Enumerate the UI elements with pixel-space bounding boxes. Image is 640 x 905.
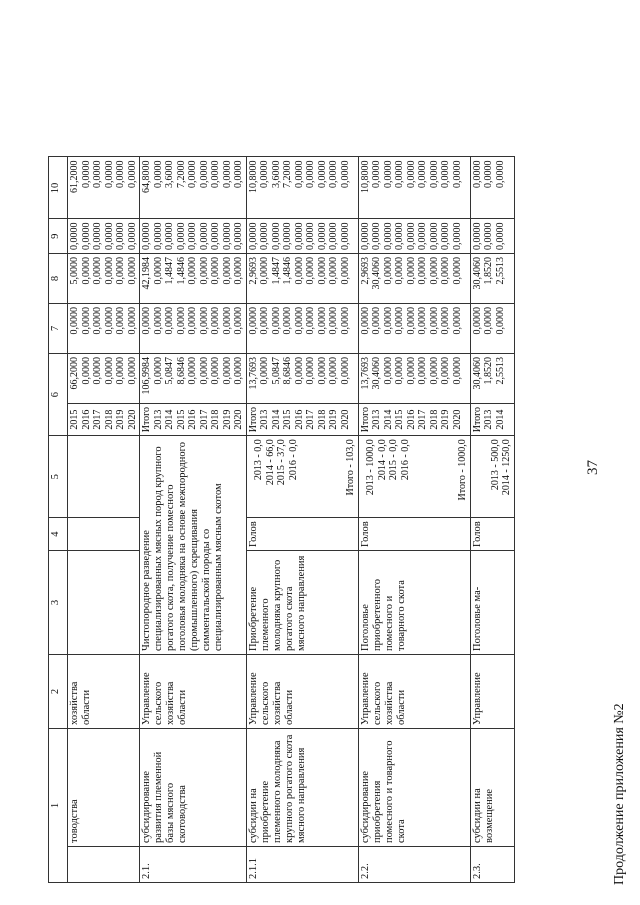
row-indicator xyxy=(68,551,140,655)
row-other-funding: 0,0000 0,0000 0,0000 xyxy=(470,157,514,219)
row-federal-funding: 0,0000 0,0000 0,0000 0,0000 0,0000 0,0000 0,0000 0,0000 0,0000 xyxy=(358,303,470,353)
row-other-funding: 10,8000 0,0000 0,0000 0,0000 0,0000 0,0000 0,0000 0,0000 0,0000 xyxy=(358,157,470,219)
row-other-funding: 10,8000 0,0000 3,6000 7,2000 0,0000 0,0000 0,0000 0,0000 0,0000 xyxy=(246,157,358,219)
table-row xyxy=(358,157,470,883)
row-years: Итого 2013 2014 2015 2016 2017 2018 2019 2020 xyxy=(140,403,247,435)
row-id: 2.3. xyxy=(470,847,514,883)
program-table xyxy=(48,156,515,883)
row-id xyxy=(68,847,140,883)
row-indicator: Поголовье ма- xyxy=(470,551,514,655)
row-federal-funding: 0,0000 0,0000 0,0000 0,0000 0,0000 0,0000 xyxy=(68,303,140,353)
row-regional-funding: 42,1984 0,0000 1,4847 1,4846 0,0000 0,0000 0,0000 0,0000 0,0000 xyxy=(140,253,247,303)
row-local-funding: 0,0000 0,0000 0,0000 0,0000 0,0000 0,0000 0,0000 0,0000 0,0000 xyxy=(246,219,358,254)
row-name: товодства xyxy=(68,729,140,847)
row-total-funding: 13,7693 0,0000 5,0847 8,6846 0,0000 0,0000 0,0000 0,0000 0,0000 xyxy=(246,353,358,403)
header-row xyxy=(49,157,68,883)
table-row xyxy=(140,157,247,883)
row-local-funding: 0,0000 0,0000 0,0000 0,0000 0,0000 0,0000 0,0000 0,0000 0,0000 xyxy=(140,219,247,254)
row-executor: Управление xyxy=(470,655,514,729)
header-cell: 9 xyxy=(49,219,68,254)
row-name: субсидии на приобретение племенного молодняка крупного рогатого скота мясного направления xyxy=(246,729,358,847)
row-total-funding: 30,4060 1,8520 2,5513 xyxy=(470,353,514,403)
row-target-values xyxy=(68,436,140,518)
row-years: Итого 2013 2014 xyxy=(470,403,514,435)
row-target-values: 2013 - 500,0 2014 - 1250,0 xyxy=(470,436,514,518)
header-cell: 3 xyxy=(49,551,68,655)
row-years: 2015 2016 2017 2018 2019 2020 xyxy=(68,403,140,435)
row-target-values: 2013 - 1000,0 2014 - 0,0 2015 - 0,0 2016 - 0,0 Итого - 1000,0 xyxy=(358,436,470,518)
row-local-funding: 0,0000 0,0000 0,0000 xyxy=(470,219,514,254)
row-name: субсидирование приобретения помесного и товарного скота xyxy=(358,729,470,847)
row-indicator: Чистопородное разведение специализированных мясных пород крупного рогатого скота, получение помесного поголовья молодняка на основе межпородного (промышленного) скрещивания симментальской породы со специализированным мясным скотом xyxy=(140,436,247,655)
row-name: субсидии на возмещение xyxy=(470,729,514,847)
header-cell: 4 xyxy=(49,518,68,551)
header-cell: 2 xyxy=(49,655,68,729)
row-years: Итого 2013 2014 2015 2016 2017 2018 2019 2020 xyxy=(246,403,358,435)
header-cell: 1 xyxy=(49,729,68,883)
row-federal-funding: 0,0000 0,0000 0,0000 0,0000 0,0000 0,0000 0,0000 0,0000 0,0000 xyxy=(246,303,358,353)
row-name: субсидирование развития племенной базы мясного скотоводства xyxy=(140,729,247,847)
row-regional-funding: 30,4060 1,8520 2,5513 xyxy=(470,253,514,303)
page-number: 37 xyxy=(585,460,601,475)
row-target-values: 2013 - 0,0 2014 - 66,0 2015 - 37,0 2016 - 0,0 Итого - 103,0 xyxy=(246,436,358,518)
header-cell: 6 xyxy=(49,353,68,435)
header-cell: 10 xyxy=(49,157,68,219)
continuation-note: Продолжение приложения №2 xyxy=(612,703,627,885)
row-executor: Управление сельского хозяйства области xyxy=(140,655,247,729)
row-executor: Управление сельского хозяйства области xyxy=(358,655,470,729)
row-local-funding: 0,0000 0,0000 0,0000 0,0000 0,0000 0,0000 0,0000 0,0000 0,0000 xyxy=(358,219,470,254)
row-total-funding: 66,2000 0,0000 0,0000 0,0000 0,0000 0,0000 xyxy=(68,353,140,403)
row-indicator: Приобретение племенного молодняка крупного рогатого скота мясного направления xyxy=(246,551,358,655)
row-local-funding: 0,0000 0,0000 0,0000 0,0000 0,0000 0,0000 xyxy=(68,219,140,254)
header-cell: 7 xyxy=(49,303,68,353)
row-other-funding: 64,8000 0,0000 3,6000 7,2000 0,0000 0,0000 0,0000 0,0000 0,0000 xyxy=(140,157,247,219)
row-regional-funding: 2,9693 30,4060 0,0000 0,0000 0,0000 0,0000 0,0000 0,0000 0,0000 xyxy=(358,253,470,303)
row-total-funding: 13,7693 30,4060 0,0000 0,0000 0,0000 0,0000 0,0000 0,0000 0,0000 xyxy=(358,353,470,403)
row-id: 2.1.1 xyxy=(246,847,358,883)
row-indicator: Поголовье приобретенного помесного и товарного скота xyxy=(358,551,470,655)
row-id: 2.2. xyxy=(358,847,470,883)
row-regional-funding: 2,9693 0,0000 1,4847 1,4846 0,0000 0,0000 0,0000 0,0000 0,0000 xyxy=(246,253,358,303)
row-id: 2.1. xyxy=(140,847,247,883)
table-row xyxy=(246,157,358,883)
header-cell: 8 xyxy=(49,253,68,303)
row-unit: Голов xyxy=(246,518,358,551)
row-unit xyxy=(68,518,140,551)
row-federal-funding: 0,0000 0,0000 0,0000 0,0000 0,0000 0,0000 0,0000 0,0000 0,0000 xyxy=(140,303,247,353)
table-row xyxy=(470,157,514,883)
row-regional-funding: 5,0000 0,0000 0,0000 0,0000 0,0000 0,0000 xyxy=(68,253,140,303)
row-executor: хозяйства области xyxy=(68,655,140,729)
table-row xyxy=(68,157,140,883)
row-other-funding: 61,2000 0,0000 0,0000 0,0000 0,0000 0,0000 xyxy=(68,157,140,219)
row-years: Итого 2013 2014 2015 2016 2017 2018 2019 2020 xyxy=(358,403,470,435)
row-total-funding: 106,9984 0,0000 5,0847 8,6846 0,0000 0,0000 0,0000 0,0000 0,0000 xyxy=(140,353,247,403)
header-cell: 5 xyxy=(49,436,68,518)
row-unit: Голов xyxy=(358,518,470,551)
row-federal-funding: 0,0000 0,0000 0,0000 xyxy=(470,303,514,353)
row-executor: Управление сельского хозяйства области xyxy=(246,655,358,729)
row-unit: Голов xyxy=(470,518,514,551)
